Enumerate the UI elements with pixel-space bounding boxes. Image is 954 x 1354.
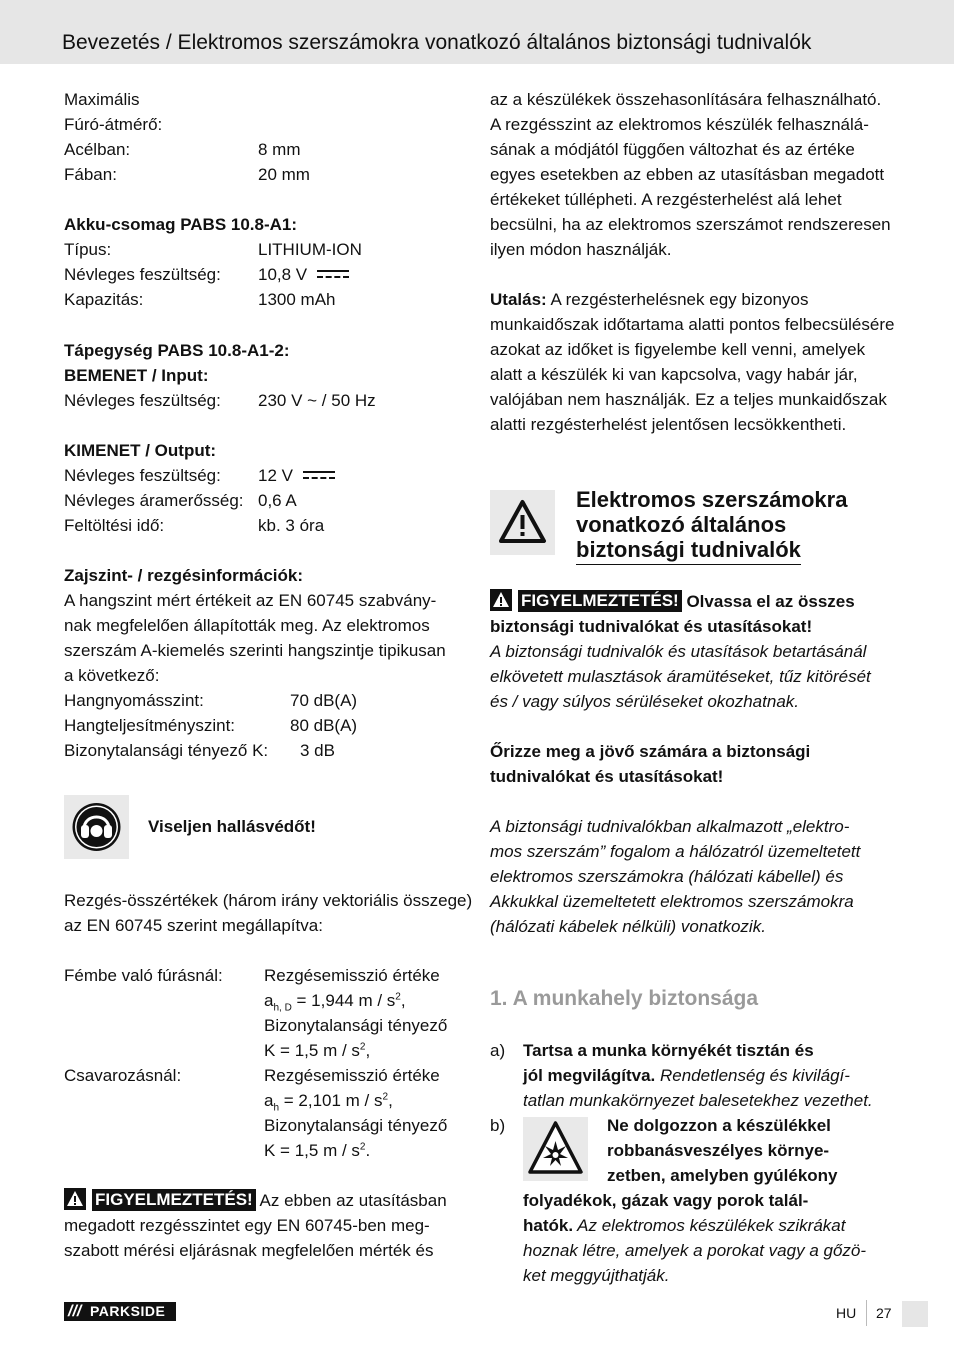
current-value: 0,6 A: [258, 491, 297, 510]
sound-pressure-label: Hangnyomásszint:: [64, 691, 204, 710]
note-line: alatti rezgésterhelést jelentősen lecsökkentheti.: [490, 415, 847, 434]
battery-voltage-value: 10,8 V: [258, 265, 308, 284]
item-b-bold: Ne dolgozzon a készülékkel: [607, 1116, 831, 1135]
section-heading-line: Elektromos szerszámokra: [576, 487, 848, 512]
page-number: 27: [876, 1305, 892, 1321]
input-voltage-value: 230 V ~ / 50 Hz: [258, 391, 376, 410]
battery-voltage-label: Névleges feszültség:: [64, 265, 221, 284]
item-a-bold: Tartsa a munka környékét tisztán és: [523, 1041, 814, 1060]
footer-tab: [902, 1301, 928, 1327]
sound-pressure-value: 70 dB(A): [290, 691, 358, 710]
battery-type-label: Típus:: [64, 240, 112, 259]
current-label: Névleges áramerősség:: [64, 491, 244, 510]
parkside-logo: [64, 1302, 176, 1321]
definition-line: (hálózati kábelek nélküli) vonatkozik.: [490, 917, 766, 936]
explosion-hazard-icon: [523, 1117, 588, 1181]
logo-brand-text: PARKSIDE: [90, 1303, 166, 1319]
definition-line: A biztonsági tudnivalókban alkalmazott „elektro-: [490, 817, 850, 836]
charger-heading: Tápegység PABS 10.8-A1-2:: [64, 341, 290, 360]
vibration-text-line: ilyen módon használják.: [490, 240, 672, 259]
screw-uncertainty-value: [264, 1138, 370, 1163]
uncertainty-label: Bizonytalansági tényező K:: [64, 741, 269, 760]
warning-italic-line: A biztonsági tudnivalók és utasítások betartásánál: [490, 642, 867, 661]
symbol-a: a: [264, 1091, 274, 1110]
item-a-marker: a): [490, 1041, 506, 1060]
definition-line: elektromos szerszámokra (hálózati kábellel) és: [490, 867, 844, 886]
steel-label: Acélban:: [64, 140, 131, 159]
definition-line: Akkukkal üzemeltetett elektromos szerszámokra: [490, 892, 854, 911]
item-b-marker: b): [490, 1116, 506, 1135]
punct: ,: [388, 1091, 393, 1110]
screwing-label: Csavarozásnál:: [64, 1066, 182, 1085]
noise-line: szerszám A-kiemelés szerinti hangszintje tipikusan: [64, 641, 446, 660]
output-voltage-label: Névleges feszültség:: [64, 466, 221, 485]
warning-italic-line: elkövetett mulasztások áramütéseket, tűz kitörését: [490, 667, 871, 686]
symbol-sub: h, D: [273, 1002, 292, 1014]
page-title: Bevezetés / Elektromos szerszámokra vonatkozó általános biztonsági tudnivalók: [62, 31, 812, 54]
item-b-italic: Az elektromos készülékek szikrákat: [573, 1216, 846, 1235]
note-line: alatt a készülék ki van kapcsolva, vagy habár jár,: [490, 365, 858, 384]
metal-k: K = 1,5 m / s: [264, 1041, 360, 1060]
unit-sup: 2: [382, 1091, 389, 1103]
punct: ,: [400, 991, 406, 1010]
metal-uncertainty-value: [264, 1038, 370, 1063]
metal-emission-value: [264, 988, 406, 1013]
metal-value: = 1,944 m / s: [291, 991, 396, 1010]
section-heading-underlined: biztonsági tudnivalók: [576, 537, 801, 565]
metal-drilling-label: Fémbe való fúrásnál:: [64, 966, 223, 985]
item-b-bold: folyadékok, gázak vagy porok talál-: [523, 1191, 809, 1210]
battery-capacity-value: 1300 mAh: [258, 290, 336, 309]
punct: .: [365, 1141, 371, 1160]
noise-heading: Zajszint- / rezgésinformációk:: [64, 566, 303, 585]
note-line: azokat az időket is figyelembe kell venni, amelyek: [490, 340, 866, 359]
wood-value: 20 mm: [258, 165, 310, 184]
drill-label-1: Maximális: [64, 90, 140, 109]
item-b-italic: hoznak létre, amelyek a porokat vagy a gőzö-: [523, 1241, 867, 1260]
symbol-a: a: [264, 991, 274, 1010]
item-b-line5: [523, 1213, 845, 1238]
right-column: [490, 0, 895, 1354]
vibration-text-line: az a készülékek összehasonlítására felhasználható.: [490, 90, 882, 109]
wood-label: Fában:: [64, 165, 117, 184]
vibration-text-line: sának a módjától függően változhat és az értéke: [490, 140, 855, 159]
item-a-line2: [523, 1063, 850, 1088]
item-b-bold: zetben, amelyben gyúlékony: [607, 1166, 838, 1185]
warning-bold-text: biztonsági tudnivalókat és utasításokat!: [490, 617, 813, 636]
keep-instructions-line: tudnivalókat és utasításokat!: [490, 767, 724, 786]
hearing-protection-text: Viseljen hallásvédőt!: [148, 817, 316, 836]
charge-time-label: Feltöltési idő:: [64, 516, 165, 535]
left-column: [64, 0, 473, 1354]
noise-line: a következő:: [64, 666, 160, 685]
metal-uncertainty-label: Bizonytalansági tényező: [264, 1016, 448, 1035]
section-heading-line: [576, 537, 801, 565]
warning-triangle-icon: [64, 1188, 86, 1210]
vibration-warning: [64, 1188, 447, 1213]
keep-instructions-line: Őrizze meg a jövő számára a biztonsági: [490, 742, 811, 761]
unit-sup: 2: [395, 991, 401, 1003]
warning-bold-text: Olvassa el az összes: [681, 592, 855, 611]
unit-sup: 2: [359, 1141, 366, 1153]
vibration-intro: Rezgés-összértékek (három irány vektoriális összege): [64, 891, 473, 910]
battery-capacity-label: Kapazitás:: [64, 290, 144, 309]
noise-line: A hangszint mért értékeit az EN 60745 szabvány-: [64, 591, 437, 610]
warning-italic-line: és / vagy súlyos sérüléseket okozhatnak.: [490, 692, 799, 711]
vibration-text-line: A rezgésszint az elektromos készülék felhasználá-: [490, 115, 869, 134]
screw-emission-label: Rezgésemisszió értéke: [264, 1066, 440, 1085]
warning-text: szabott mérési eljárásnak megfelelően mérték és: [64, 1241, 434, 1260]
note-label: Utalás:: [490, 290, 547, 309]
output-heading: KIMENET / Output:: [64, 441, 217, 460]
warning-text: Az ebben az utasításban: [259, 1191, 447, 1210]
vibration-text-line: értékeket túllépheti. A rezgésterhelést alá lehet: [490, 190, 842, 209]
metal-emission-label: Rezgésemisszió értéke: [264, 966, 440, 985]
uncertainty-value: 3 dB: [300, 741, 335, 760]
hearing-protection-icon: [64, 795, 129, 859]
language-code: HU: [836, 1305, 857, 1321]
battery-type-value: LITHIUM-ION: [258, 240, 362, 259]
item-b-italic: ket meggyújthatják.: [523, 1266, 670, 1285]
warning-triangle-icon: [490, 589, 512, 611]
unit-sup: 2: [359, 1041, 366, 1053]
logo-slashes-icon: ///: [68, 1303, 82, 1320]
warning-text: megadott rezgésszintet egy EN 60745-ben meg-: [64, 1216, 430, 1235]
warning-triangle-icon: [490, 490, 555, 555]
item-a-italic: tatlan munkakörnyezet balesetekhez vezethet.: [523, 1091, 873, 1110]
note-text: A rezgésterhelésnek egy bizonyos: [546, 290, 809, 309]
noise-line: nak megfelelően állapították meg. Az elektromos: [64, 616, 430, 635]
section-heading-line: vonatkozó általános: [576, 512, 787, 537]
steel-value: 8 mm: [258, 140, 301, 159]
item-b-bold: hatók.: [523, 1216, 574, 1235]
sound-power-label: Hangteljesítményszint:: [64, 716, 236, 735]
sound-power-value: 80 dB(A): [290, 716, 358, 735]
item-a-bold: jól megvilágítva.: [523, 1066, 656, 1085]
screw-value: = 2,101 m / s: [279, 1091, 383, 1110]
warning-badge: FIGYELMEZTETÉS!: [92, 1189, 256, 1211]
drill-label-2: Fúró-átmérő:: [64, 115, 163, 134]
screw-k: K = 1,5 m / s: [264, 1141, 360, 1160]
note-line: valójában nem használják. Ez a teljes munkaidőszak: [490, 390, 887, 409]
note-line: munkaidőszak időtartama alatti pontos felbecsülésére: [490, 315, 895, 334]
input-voltage-label: Névleges feszültség:: [64, 391, 221, 410]
battery-heading: Akku-csomag PABS 10.8-A1:: [64, 215, 298, 234]
dc-symbol-icon: [303, 471, 335, 481]
warning-badge: FIGYELMEZTETÉS!: [518, 590, 682, 612]
dc-symbol-icon: [317, 270, 349, 280]
symbol-sub: h: [273, 1102, 280, 1114]
footer-divider: [866, 1300, 867, 1326]
screw-emission-value: [264, 1088, 393, 1113]
vibration-text-line: becsülni, ha az elektromos szerszámot rendszeresen: [490, 215, 891, 234]
item-a-italic: Rendetlenség és kivilágí-: [655, 1066, 850, 1085]
screw-uncertainty-label: Bizonytalansági tényező: [264, 1116, 448, 1135]
item-b-bold: robbanásveszélyes környe-: [607, 1141, 830, 1160]
vibration-text-line: egyes esetekben az ebben az utasításban megadott: [490, 165, 885, 184]
charge-time-value: kb. 3 óra: [258, 516, 325, 535]
output-voltage-value: 12 V: [258, 466, 293, 485]
note-first-line: [490, 287, 808, 312]
punct: ,: [365, 1041, 371, 1060]
safety-warning-line: [490, 589, 855, 614]
workplace-safety-heading: 1. A munkahely biztonsága: [490, 987, 759, 1010]
input-heading: BEMENET / Input:: [64, 366, 209, 385]
definition-line: mos szerszám” fogalom a hálózatról üzemeltetett: [490, 842, 861, 861]
vibration-intro: az EN 60745 szerint megállapítva:: [64, 916, 323, 935]
